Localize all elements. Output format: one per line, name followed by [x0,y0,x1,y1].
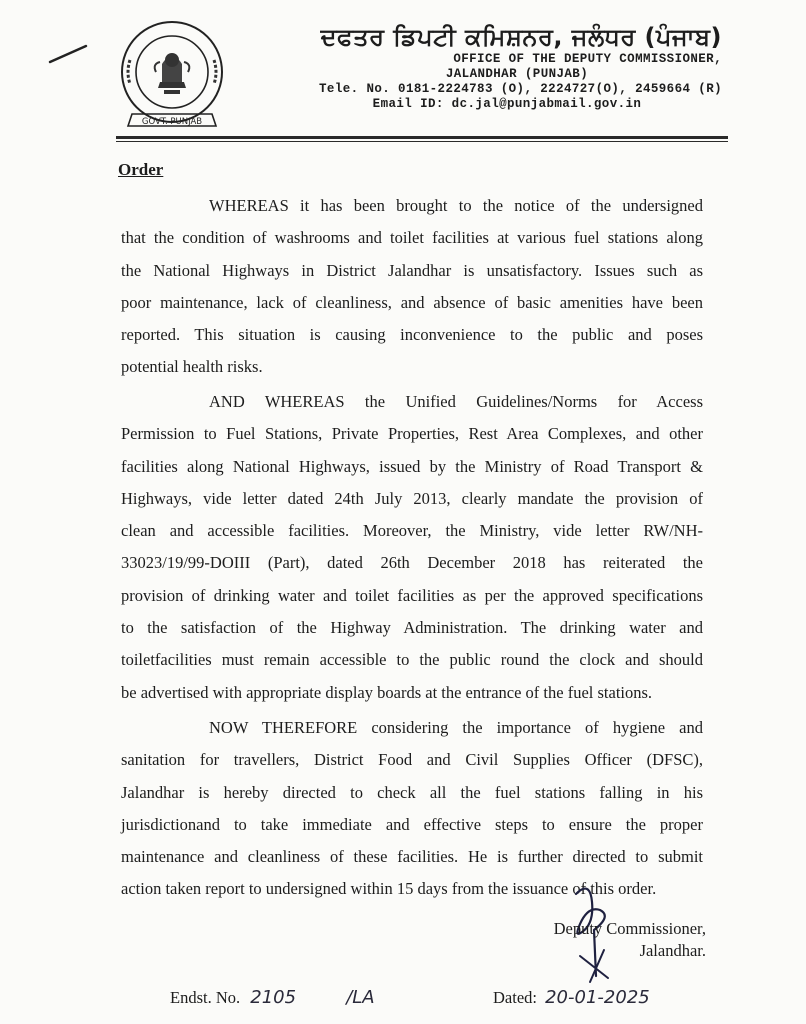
endorsement-number [170,986,375,1010]
header-rule [116,136,728,139]
paragraph-line: NOW THEREFORE considering the importance of hygiene and [209,718,703,737]
signatory-designation: Deputy Commissioner, [553,919,706,938]
paragraph-line: be advertised with appropriate display boards at the entrance of the fuel stations. [121,682,653,702]
paragraph-line: potential health risks. [121,357,263,377]
endst-number: 2105 [250,987,297,1008]
endst-label: Endst. No. [170,988,241,1007]
dated-value: 20-01-2025 [545,987,650,1008]
dated-line [493,986,650,1010]
paragraph-line: facilities along National Highways, issued by the Ministry of Road Transport & [121,456,703,476]
paragraph-line: action taken report to undersigned within 15 days from the issuance of this order. [121,879,657,899]
paragraph-line: 33023/19/99-DOIII (Part), dated 26th December 2018 has reiterated the [121,553,703,573]
paragraph-line: to the satisfaction of the Highway Administration. The drinking water and [121,618,703,638]
paragraph-line: the National Highways in District Jalandhar is unsatisfactory. Issues such as [121,260,703,280]
dated-label: Dated: [493,988,537,1007]
endst-suffix: /LA [346,987,375,1008]
pen-stroke-mark [48,40,90,66]
order-heading: Order [118,160,164,179]
paragraph-line: sanitation for travellers, District Food and Civil Supplies Officer (DFSC), [121,750,703,770]
paragraph-line: reported. This situation is causing inconvenience to the public and poses [121,325,703,345]
header-rule-thin [116,141,728,142]
letterhead-text [252,22,722,112]
office-phone: Tele. No. 0181-2224783 (O), 2224727(O), 2459664 (R) [319,82,722,96]
paragraph-line: Jalandhar is hereby directed to check all the fuel stations falling in his [121,782,703,802]
paragraph-line: maintenance and cleanliness of these facilities. He is further directed to submit [121,847,703,867]
paragraph-whereas [121,190,703,384]
paragraph-and-whereas [121,386,703,709]
office-email: Email ID: dc.jal@punjabmail.gov.in [372,97,642,111]
paragraph-line: WHEREAS it has been brought to the notice of the undersigned [209,196,703,215]
punjab-govt-emblem-icon [112,20,240,138]
paragraph-line: Permission to Fuel Stations, Private Properties, Rest Area Complexes, and other [121,424,703,444]
signatory-block [520,918,706,962]
paragraph-line: AND WHEREAS the Unified Guidelines/Norms for Access [209,392,703,411]
paragraph-line: Highways, vide letter dated 24th July 2013, clearly mandate the provision of [121,488,703,508]
signatory-place: Jalandhar. [639,941,706,960]
paragraph-line: toiletfacilities must remain accessible to the public round the clock and should [121,650,703,670]
office-city: JALANDHAR (PUNJAB) [445,67,589,81]
paragraph-now-therefore [121,712,703,906]
paragraph-line: clean and accessible facilities. Moreover, the Ministry, vide letter RW/NH- [121,521,703,541]
office-title-english: OFFICE OF THE DEPUTY COMMISSIONER, [453,52,722,66]
paragraph-line: poor maintenance, lack of cleanliness, and absence of basic amenities have been [121,292,703,312]
paragraph-line: that the condition of washrooms and toilet facilities at various fuel stations along [121,228,703,248]
paragraph-line: provision of drinking water and toilet facilities as per the approved specifications [121,585,703,605]
paragraph-line: jurisdictionand to take immediate and effective steps to ensure the proper [121,814,703,834]
office-title-punjabi: ਦਫਤਰ ਡਿਪਟੀ ਕਮਿਸ਼ਨਰ, ਜਲੰਧਰ (ਪੰਜਾਬ) [320,23,722,51]
letterhead [112,14,732,142]
emblem-ribbon-text: GOVT. PUNJAB [141,117,203,127]
